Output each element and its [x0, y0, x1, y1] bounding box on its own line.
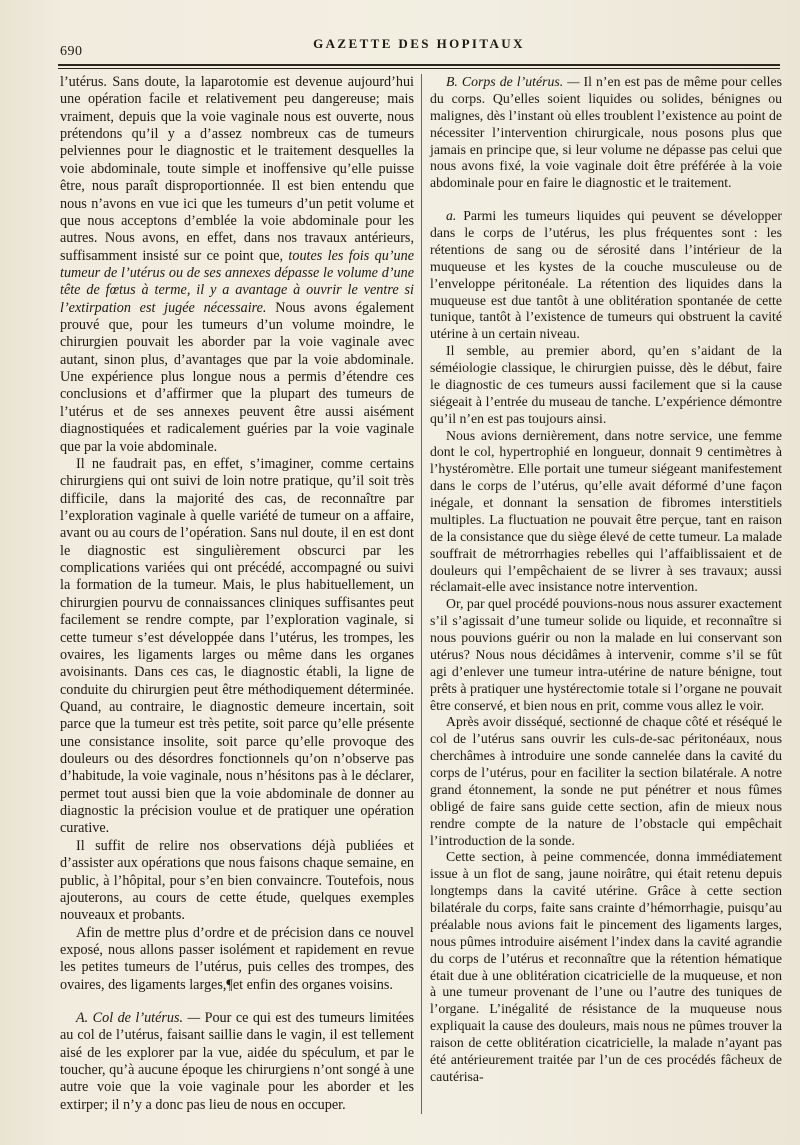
paragraph: Cette section, à peine commencée, donna immédiatement issue à un flot de sang, jaune noirâtre, qui était retenu depuis longtemps dans la cavité utérine. Grâce à cette section bilatérale du corps, faite sans crainte d’hémorrhagie, puisqu’au préalable nous avions fait le pincement des ligaments larges, nous pûmes introduire aisément l’index dans la cavité agrandie du corps de l’utérus et reconnaître que la rétention hématique était due à une oblitération cicatricielle de la muqueuse, et non à une tumeur provenant de l’une ou l’autre des tuniques de l’organe. L’inégalité de résistance de la muqueuse nous expliquait la cause des douleurs, mais nous ne pûmes trouver la raison de cette oblitération cicatricielle, la malade n’ayant pas été antérieurement traitée par l’un de ces procédés fâcheux de cautérisa-	[430, 849, 782, 1084]
paragraph-text: l’utérus. Sans doute, la laparotomie est devenue aujourd’hui une opération facile et relativement peu dangereuse; mais vraiment, depuis que la voie vaginale nous est ouverte, nous prétendons qu’il y a d’assez nombreux cas de tumeurs pelviennes pour le diagnostic et le traitement desquelles la voie abdominale, toute simple et inoffensive qu’elle puisse être, nous paraît disproportionnée. Il est bien entendu que nous n’avons en vue ici que les tumeurs d’un petit volume et que nous acceptons d’emblée la voie abdominale pour les autres. Nous avons, en effet, dans nos travaux antérieurs, suffisamment insisté sur ce point que,	[60, 74, 414, 264]
paragraph-text: Pour ce qui est des tumeurs limitées au col de l’utérus, faisant saillie dans le vagin, il est tellement aisé de les explorer par la vue, aidée du spéculum, et par le toucher, qu’à aucune époque les chirurgiens n’ont songé à une autre voie que la voie vaginale pour les aborder et les extirper; il n’y a donc pas lieu de nous en occuper.	[60, 1010, 415, 1113]
section-paragraph	[60, 1010, 414, 1114]
paragraph: Nous avions dernièrement, dans notre service, une femme dont le col, hypertrophié en longueur, donnait 9 centimètres à l’hystéromètre. Elle portait une tumeur siégeant manifestement dans le corps de l’utérus, qu’elle avait déformé d’une façon inégale, et donnant la sensation de fibromes interstitiels multiples. La fluctuation ne pouvait être perçue, tant en raison de la consistance que du siège élevé de cette tumeur. La malade souffrait de métrorrhagies rebelles qui l’affaiblissaient et de douleurs qui l’empêchaient de se livrer à ses travaux; aussi réclamait-elle avec insistance notre intervention.	[430, 427, 782, 595]
paragraph: Il ne faudrait pas, en effet, s’imaginer, comme certains chirurgiens qui ont suivi de loin notre pratique, qu’il soit très difficile, dans la majorité des cas, de reconnaître par l’exploration vaginale à quelle variété de tumeur on a affaire, avant ou au cours de l’opération. Sans nul doute, il en est dont le diagnostic est singulièrement obscurci par les complications variées qui ont précédé, accompagné ou suivi la formation de la tumeur. Mais, le plus habituellement, un chirurgien pourvu de connaissances cliniques suffisantes peut facilement se rendre compte, par l’exploration vaginale, si cette tumeur s’est développée dans l’utérus, les trompes, les ovaires, les ligaments larges ou même dans les organes avoisinants. Dans ces cas, le diagnostic établi, la ligne de conduite du chirurgien peut être méthodiquement déterminée. Quand, au contraire, le diagnostic demeure incertain, soit parce que la tumeur est très petite, soit parce qu’elle présente une consistance insolite, soit parce qu’elle provoque des douleurs ou des désordres fonctionnels qu’on n’observe pas d’habitude, la voie vaginale, nous n’hésitons pas à le déclarer, permet tout aussi bien que la voie abdominale de donner au diagnostic la précision voulue et de pratiquer une opération curative.	[60, 455, 414, 837]
journal-title: GAZETTE DES HOPITAUX	[313, 36, 525, 51]
section-paragraph	[430, 74, 782, 192]
subsection-paragraph	[430, 208, 782, 343]
paragraph: Il suffit de relire nos observations déjà publiées et d’assister aux opérations que nous faisons chaque semaine, en public, à l’hôpital, pour s’en bien convaincre. Toutefois, nous ajouterons, au cours de cette étude, quelques exemples nouveaux et probants.	[60, 837, 414, 924]
paragraph	[60, 74, 414, 456]
subsection-label: a.	[446, 208, 457, 224]
paragraph: Afin de mettre plus d’ordre et de précision dans ce nouvel exposé, nous allons passer isolément et rapidement en revue les petites tumeurs de l’utérus, puis celles des trompes, des ovaires, des ligaments larges,¶et enfin des organes voisins.	[60, 924, 414, 993]
page-header	[58, 36, 780, 58]
paragraph-text: Parmi les tumeurs liquides qui peuvent se développer dans le corps de l’utérus, les plus fréquentes sont : les rétentions de sang ou de sérosité dans l’intérieur de la muqueuse et les kystes de la couche musculeuse ou de l’enveloppe péritonéale. La rétention des liquides dans la muqueuse est due tantôt à une oblitération spontanée de cette tunique, tantôt à l’existence de tumeurs qui obstruent la cavité utérine à un certain niveau.	[430, 208, 782, 342]
page-number: 690	[60, 44, 83, 59]
column-divider	[421, 74, 422, 1114]
header-rule	[58, 64, 780, 66]
paragraph-text: Il n’en est pas de même pour celles du corps. Qu’elles soient liquides ou solides, bénignes ou malignes, dès l’instant où elles troublent l’existence au point de nécessiter l’intervention chirurgicale, nous posons plus que jamais en principe que, si leur volume ne dépasse pas celui que nous avons fixé, la voie vaginale doit être préférée à la voie abdominale pour en faire le diagnostic et le traitement.	[430, 74, 783, 191]
left-column	[60, 74, 414, 1114]
paragraph-text: Nous avons également prouvé que, pour les tumeurs d’un volume moindre, le chirurgien pouvait les aborder par la voie vaginale avec autant, sinon plus, d’avantages que par la voie abdominale. Une expérience plus longue nous a permis d’étendre ces conclusions et d’affirmer que la plupart des tumeurs de l’utérus et de ses annexes peuvent être aussi aisément diagnostiquées et radicalement guéries par la voie vaginale que par la voie abdominale.	[60, 299, 415, 455]
header-rule-thin	[58, 68, 780, 69]
section-label: A. Col de l’utérus. —	[76, 1010, 201, 1027]
right-column	[430, 74, 782, 1086]
italic-passage: toutes les fois qu’une tumeur de l’utérus ou de ses annexes dépasse le volume d’une tête de fœtus à terme, il y a avantage à ouvrir le ventre si l’extirpation est jugée nécessaire.	[60, 247, 414, 316]
paragraph: Après avoir disséqué, sectionné de chaque côté et réséqué le col de l’utérus sans ouvrir les culs-de-sac péritonéaux, nous cherchâmes à introduire une sonde cannelée dans la cavité du corps de l’utérus, pour en faciliter la section bilatérale. A notre grand étonnement, la sonde ne put pénétrer et nous fûmes obligé de faire sans guide cette section, afin de mieux nous rendre compte de la nature de l’obstacle qui empêchait l’introduction de la sonde.	[430, 714, 782, 848]
paragraph: Il semble, au premier abord, qu’en s’aidant de la séméiologie classique, le chirurgien puisse, dès le début, faire le diagnostic de ces tumeurs aussi facilement que si la cause siégeait à l’entrée du museau de tanche. L’expérience démontre qu’il n’en est pas toujours ainsi.	[430, 343, 782, 426]
paragraph: Or, par quel procédé pouvions-nous nous assurer exactement s’il s’agissait d’une tumeur solide ou liquide, et reconnaître si nous pouvions guérir ou non la malade en lui conservant son utérus? Nous nous décidâmes à intervenir, comme s’il se fût agi d’enlever une tumeur intra-utérine de nature bénigne, tout prêts à pratiquer une hystérectomie totale si l’organe ne pouvait être conservé, et bien nous en prit, comme vous allez le voir.	[430, 596, 782, 713]
section-label: B. Corps de l’utérus. —	[446, 74, 580, 89]
